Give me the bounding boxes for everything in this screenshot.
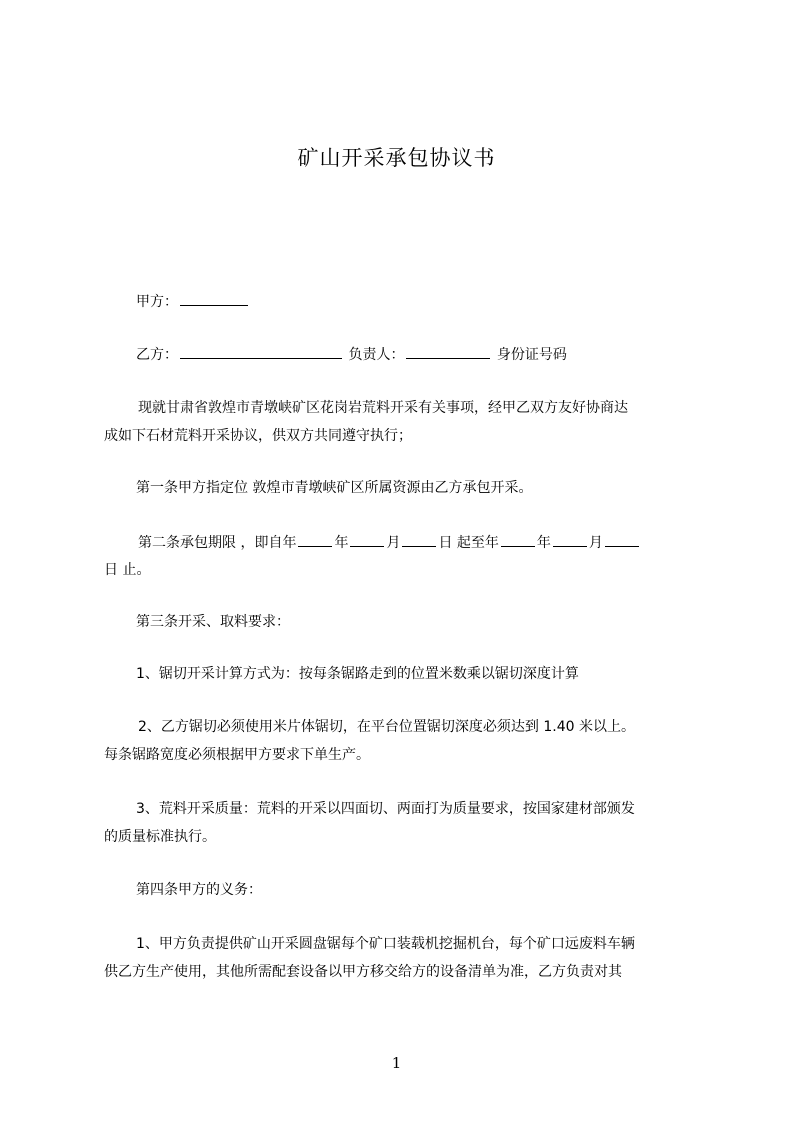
year-from-blank — [298, 532, 332, 547]
month-from-blank — [350, 532, 384, 547]
document-title: 矿山开采承包协议书 — [297, 146, 496, 170]
id-label: 身份证号码 — [496, 347, 567, 363]
article-2-year: 年 — [334, 535, 349, 551]
day-to-blank — [605, 532, 639, 547]
party-a-blank — [180, 291, 248, 306]
article-1: 第一条甲方指定位 敦煌市青墩峡矿区所属资源由乙方承包开采。 — [136, 480, 533, 496]
item-3-1: 1、锯切开采计算方式为：按每条锯路走到的位置米数乘以锯切深度计算 — [136, 666, 579, 682]
item-3-2-line-2: 每条锯路宽度必须根据甲方要求下单生产。 — [104, 747, 370, 763]
party-b-label: 乙方： — [136, 347, 178, 363]
party-a-line — [136, 291, 250, 312]
article-2-line-1 — [138, 532, 641, 553]
article-3: 第三条开采、取料要求： — [136, 614, 290, 630]
article-2-day-from: 日 起至年 — [438, 535, 499, 551]
party-a-label: 甲方： — [136, 294, 178, 310]
intro-line-1: 现就甘肃省敦煌市青墩峡矿区花岗岩荒料开采有关事项，经甲乙双方友好协商达 — [138, 400, 628, 416]
responsible-blank — [406, 344, 490, 359]
party-b-line — [136, 344, 567, 365]
party-b-blank — [180, 344, 342, 359]
item-4-1-line-2: 供乙方生产使用，其他所需配套设备以甲方移交给方的设备清单为准，乙方负责对其 — [104, 964, 622, 980]
month-to-blank — [553, 532, 587, 547]
article-4: 第四条甲方的义务： — [136, 882, 262, 898]
article-2-year2: 年 — [536, 535, 551, 551]
intro-line-2: 成如下石材荒料开采协议，供双方共同遵守执行； — [104, 428, 412, 444]
article-2-prefix: 第二条承包期限 ，即自年 — [138, 535, 297, 551]
responsible-label: 负责人： — [348, 347, 405, 363]
article-2-month: 月 — [386, 535, 401, 551]
item-4-1-line-1: 1、甲方负责提供矿山开采圆盘锯每个矿口装载机挖掘机台，每个矿口远废料车辆 — [136, 936, 635, 952]
item-3-3-line-1: 3、荒料开采质量：荒料的开采以四面切、两面打为质量要求，按国家建材部颁发 — [136, 801, 635, 817]
day-from-blank — [402, 532, 436, 547]
article-2-line-2: 日 止。 — [104, 562, 151, 578]
article-2-month2: 月 — [588, 535, 603, 551]
item-3-3-line-2: 的质量标准执行。 — [104, 829, 216, 845]
page-number: 1 — [391, 1054, 402, 1072]
item-3-2-line-1: 2、乙方锯切必须使用米片体锯切，在平台位置锯切深度必须达到 1.40 米以上。 — [138, 719, 635, 735]
year-to-blank — [501, 532, 535, 547]
